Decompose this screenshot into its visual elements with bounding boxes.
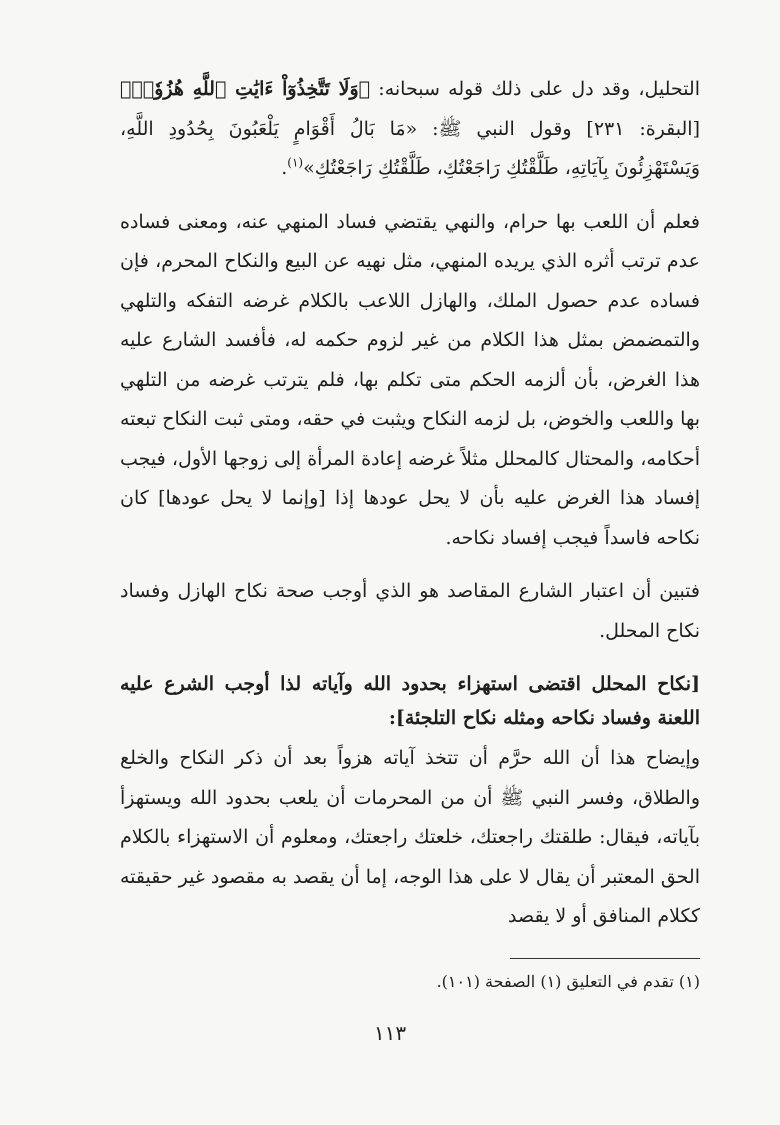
paragraph-2: فعلم أن اللعب بها حرام، والنهي يقتضي فساد المنهي عنه، ومعنى فساده عدم ترتب أثره الذي يريده المنهي، مثل نهيه عن البيع والنكاح المحرم، فإن فساده عدم حصول الملك، والهازل اللاعب بالكلام غرضه التفكه والتلهي والتمضمض بمثل هذا الكلام من غير لزوم حكمه له، فأفسد الشارع عليه هذا الغرض، بأن ألزمه الحكم متى تكلم بها، فلم يترتب غرضه من التلهي بها واللعب والخوض، بل لزمه النكاح ويثبت في حقه، ومتى ثبت النكاح تبعته أحكامه، والمحتال كالمحلل مثلاً غرضه إعادة المرأة إلى زوجها الأول، فيجب إفساد هذا الغرض عليه بأن لا يحل عودها إذا [وإنما لا يحل عودها] كان نكاحه فاسداً فيجب إفساد نكاحه. bbox=[120, 210, 700, 549]
footnote-reference: (١) bbox=[287, 155, 304, 170]
footnote: (١) تقدم في التعليق (١) الصفحة (١٠١). bbox=[436, 972, 700, 991]
paragraph-1-end: . bbox=[281, 157, 288, 179]
page-number: ١١٣ bbox=[373, 1021, 407, 1045]
paragraph-1 bbox=[120, 70, 700, 189]
footnote-divider bbox=[510, 958, 700, 959]
hadith-text: [البقرة: ٢٣١] وقول النبي ﷺ: «مَا بَالُ أَقْوَامٍ يَلْعَبُونَ بِحُدُودِ اللَّهِ، وَيَسْتَهْزِئُونَ بِآيَاتِهِ، طَلَّقْتُكِ رَاجَعْتُكِ، طَلَّقْتُكِ رَاجَعْتُكِ» bbox=[120, 117, 700, 179]
section-heading: [نكاح المحلل اقتضى استهزاء بحدود الله وآياته لذا أوجب الشرع عليه اللعنة وفساد نكاحه ومثله نكاح التلجئة]: bbox=[120, 673, 700, 729]
paragraph-4: وإيضاح هذا أن الله حرَّم أن تتخذ آياته هزواً بعد أن ذكر النكاح والخلع والطلاق، وفسر النبي ﷺ أن من المحرمات أن يلعب بحدود الله ويستهزأ بآياته، فيقال: طلقتك راجعتك، خلعتك راجعتك، ومعلوم أن الاستهزاء بالكلام الحق المعتبر أن يقال لا على هذا الوجه، إما أن يقصد به مقصود غير حقيقته ككلام المنافق أو لا يقصد bbox=[120, 747, 700, 927]
main-text bbox=[120, 70, 700, 937]
paragraph-3: فتبين أن اعتبار الشارع المقاصد هو الذي أوجب صحة نكاح الهازل وفساد نكاح المحلل. bbox=[120, 580, 700, 642]
paragraph-1-intro: التحليل، وقد دل على ذلك قوله سبحانه: bbox=[370, 78, 700, 100]
quran-verse: ﴿وَلَا تَتَّخِذُوٓاْ ءَايَٰتِ ٱللَّهِ هُزُوٗاۚ﴾ bbox=[120, 78, 371, 100]
